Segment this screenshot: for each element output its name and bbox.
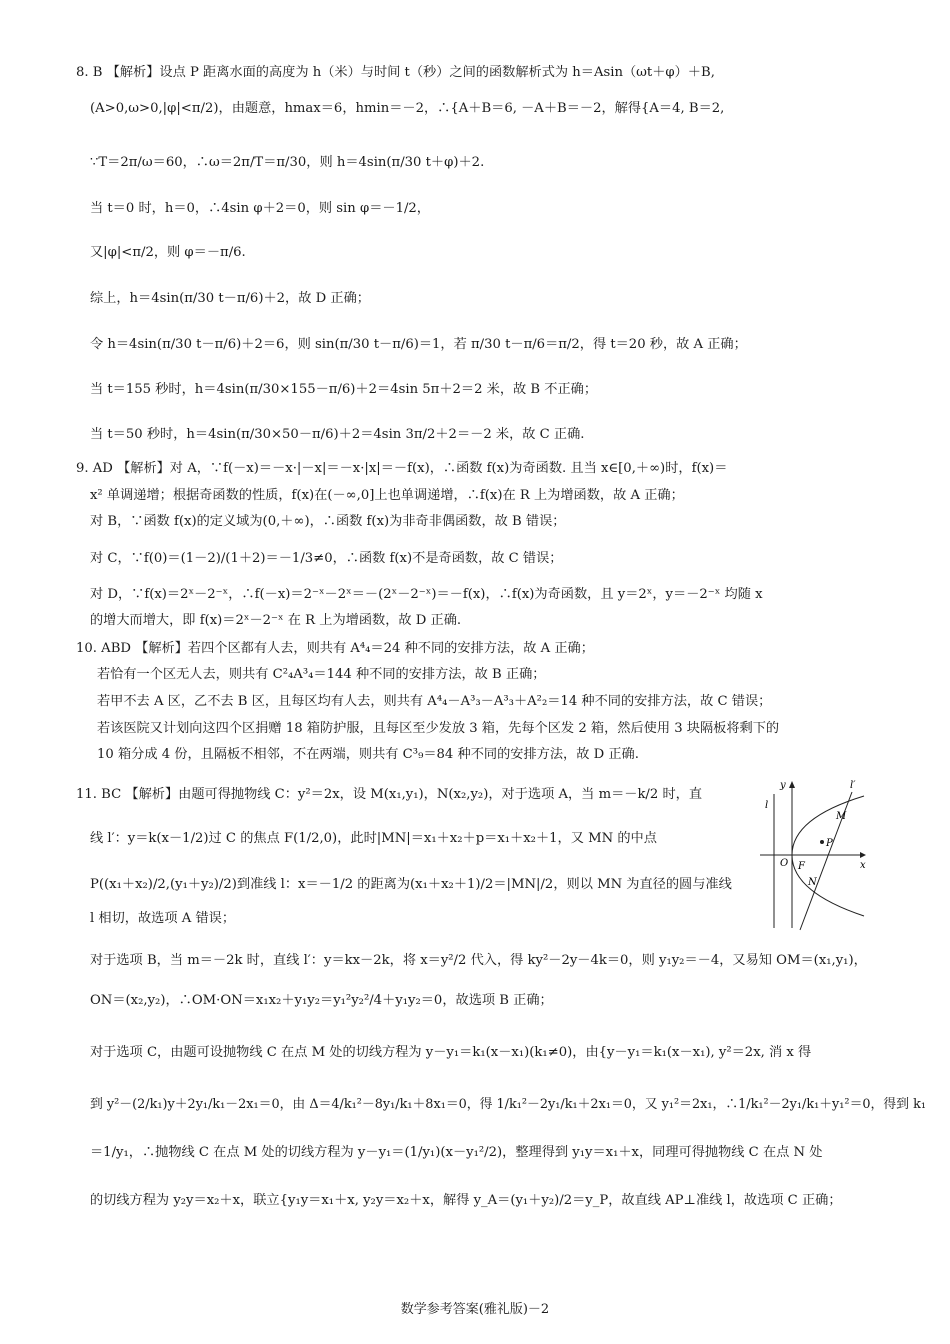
p11-line-10: 的切线方程为 y₂y＝x₂＋x，联立{y₁y＝x₁＋x, y₂y＝x₂＋x，解得 y_A＝(y₁＋y₂)/2＝y_P，故直线 AP⊥准线 l，故选项 C 正确； xyxy=(90,1193,842,1208)
page-footer: 数学参考答案(雅礼版)－2 xyxy=(400,1302,550,1317)
p11-line-7: 对于选项 C，由题可设抛物线 C 在点 M 处的切线方程为 y－y₁＝k₁(x－x₁)(k₁≠0)，由{y－y₁＝k₁(x－x₁), y²＝2x, 消 x 得 xyxy=(90,1045,812,1060)
p8-line-5: 又|φ|<π/2，则 φ＝－π/6. xyxy=(90,245,246,260)
p10-line-1: 10. ABD 【解析】若四个区都有人去，则共有 A⁴₄＝24 种不同的安排方法，故 A 正确； xyxy=(76,641,594,656)
parabola-figure xyxy=(756,778,868,933)
p10-line-3: 若甲不去 A 区，乙不去 B 区，且每区均有人去，则共有 A⁴₄－A³₃－A³₃＋A²₂＝14 种不同的安排方法，故 C 错误； xyxy=(97,694,772,709)
x-axis-label: x xyxy=(860,860,866,871)
p8-line-4: 当 t＝0 时，h＝0，∴4sin φ＋2＝0，则 sin φ＝－1/2， xyxy=(90,201,430,216)
p9-line-1: 9. AD 【解析】对 A，∵f(－x)＝－x·|－x|＝－x·|x|＝－f(x)，∴函数 f(x)为奇函数. 且当 x∈[0,＋∞)时，f(x)＝ xyxy=(76,461,728,476)
p11-line-3: P((x₁＋x₂)/2,(y₁＋y₂)/2)到准线 l：x＝－1/2 的距离为(x₁＋x₂＋1)/2＝|MN|/2，则以 MN 为直径的圆与准线 xyxy=(90,877,732,892)
y-axis-arrow xyxy=(789,781,795,788)
p11-line-6: ON＝(x₂,y₂)，∴OM·ON＝x₁x₂＋y₁y₂＝y₁²y₂²/4＋y₁y₂＝0，故选项 B 正确； xyxy=(90,993,553,1008)
p9-line-4: 对 C，∵f(0)＝(1－2)/(1＋2)＝－1/3≠0，∴函数 f(x)不是奇函数，故 C 错误； xyxy=(90,551,563,566)
p9-line-3: 对 B，∵函数 f(x)的定义域为(0,＋∞)，∴函数 f(x)为非奇非偶函数，故 B 错误； xyxy=(90,514,566,529)
p8-line-1: 8. B 【解析】设点 P 距离水面的高度为 h（米）与时间 t（秒）之间的函数解析式为 h＝Asin（ωt＋φ）＋B, xyxy=(76,65,715,80)
point-m-label: M xyxy=(836,811,847,822)
focus-label: F xyxy=(798,861,805,872)
p11-line-2: 线 l′：y＝k(x－1/2)过 C 的焦点 F(1/2,0)，此时|MN|＝x₁＋x₂＋p＝x₁＋x₂＋1，又 MN 的中点 xyxy=(90,831,657,846)
p8-line-7: 令 h＝4sin(π/30 t－π/6)＋2＝6，则 sin(π/30 t－π/6)＝1，若 π/30 t－π/6＝π/2，得 t＝20 秒，故 A 正确； xyxy=(90,337,747,352)
p10-line-4: 若该医院又计划向这四个区捐赠 18 箱防护服，且每区至少发放 3 箱，先每个区发 2 箱，然后使用 3 块隔板将剩下的 xyxy=(97,721,780,736)
p8-line-9: 当 t＝50 秒时，h＝4sin(π/30×50－π/6)＋2＝4sin 3π/2＋2＝－2 米，故 C 正确. xyxy=(90,427,585,442)
origin-label: O xyxy=(780,858,789,869)
point-p-dot xyxy=(820,840,824,844)
p11-line-5: 对于选项 B，当 m＝－2k 时，直线 l′：y＝kx－2k，将 x＝y²/2 代入，得 ky²－2y－4k＝0，则 y₁y₂＝－4，又易知 OM＝(x₁,y₁)， xyxy=(90,953,867,968)
line-l-prime-label: l′ xyxy=(850,780,856,791)
p8-line-6: 综上，h＝4sin(π/30 t－π/6)＋2，故 D 正确； xyxy=(90,291,370,306)
p10-line-2: 若恰有一个区无人去，则共有 C²₄A³₄＝144 种不同的安排方法，故 B 正确； xyxy=(97,667,546,682)
p8-line-2: (A>0,ω>0,|φ|<π/2)，由题意，hmax＝6，hmin＝－2，∴{A＋B＝6, －A＋B＝－2，解得{A＝4, B＝2, xyxy=(90,101,725,116)
directrix-label: l xyxy=(765,800,769,811)
p11-line-8: 到 y²－(2/k₁)y＋2y₁/k₁－2x₁＝0，由 Δ＝4/k₁²－8y₁/k₁＋8x₁＝0，得 1/k₁²－2y₁/k₁＋2x₁＝0，又 y₁²＝2x₁，∴1/k₁²－2y₁/k₁＋y₁²＝0，得到 k₁ xyxy=(90,1097,926,1112)
p9-line-6: 的增大而增大，即 f(x)＝2ˣ－2⁻ˣ 在 R 上为增函数，故 D 正确. xyxy=(90,613,462,628)
point-n-label: N xyxy=(808,877,817,888)
p11-line-9: ＝1/y₁，∴抛物线 C 在点 M 处的切线方程为 y－y₁＝(1/y₁)(x－y₁²/2)，整理得到 y₁y＝x₁＋x，同理可得抛物线 C 在点 N 处 xyxy=(90,1145,823,1160)
p9-line-5: 对 D，∵f(x)＝2ˣ－2⁻ˣ，∴f(－x)＝2⁻ˣ－2ˣ＝－(2ˣ－2⁻ˣ)＝－f(x)，∴f(x)为奇函数，且 y＝2ˣ，y＝－2⁻ˣ 均随 x xyxy=(90,587,763,602)
p11-line-1: 11. BC 【解析】由题可得抛物线 C：y²＝2x，设 M(x₁,y₁)，N(x₂,y₂)，对于选项 A，当 m＝－k/2 时，直 xyxy=(76,787,703,802)
x-axis-arrow xyxy=(860,852,866,858)
p10-line-5: 10 箱分成 4 份，且隔板不相邻，不在两端，则共有 C³₉＝84 种不同的安排方法，故 D 正确. xyxy=(97,747,639,762)
p8-line-8: 当 t＝155 秒时，h＝4sin(π/30×155－π/6)＋2＝4sin 5π＋2＝2 米，故 B 不正确； xyxy=(90,382,598,397)
point-p-label: P xyxy=(826,838,833,849)
y-axis-label: y xyxy=(780,780,786,791)
p11-line-4: l 相切，故选项 A 错误； xyxy=(90,911,236,926)
p9-line-2: x² 单调递增；根据奇函数的性质，f(x)在(－∞,0]上也单调递增，∴f(x)在 R 上为增函数，故 A 正确； xyxy=(90,488,684,503)
p8-line-3: ∵T＝2π/ω＝60，∴ω＝2π/T＝π/30，则 h＝4sin(π/30 t＋φ)＋2. xyxy=(90,155,485,170)
